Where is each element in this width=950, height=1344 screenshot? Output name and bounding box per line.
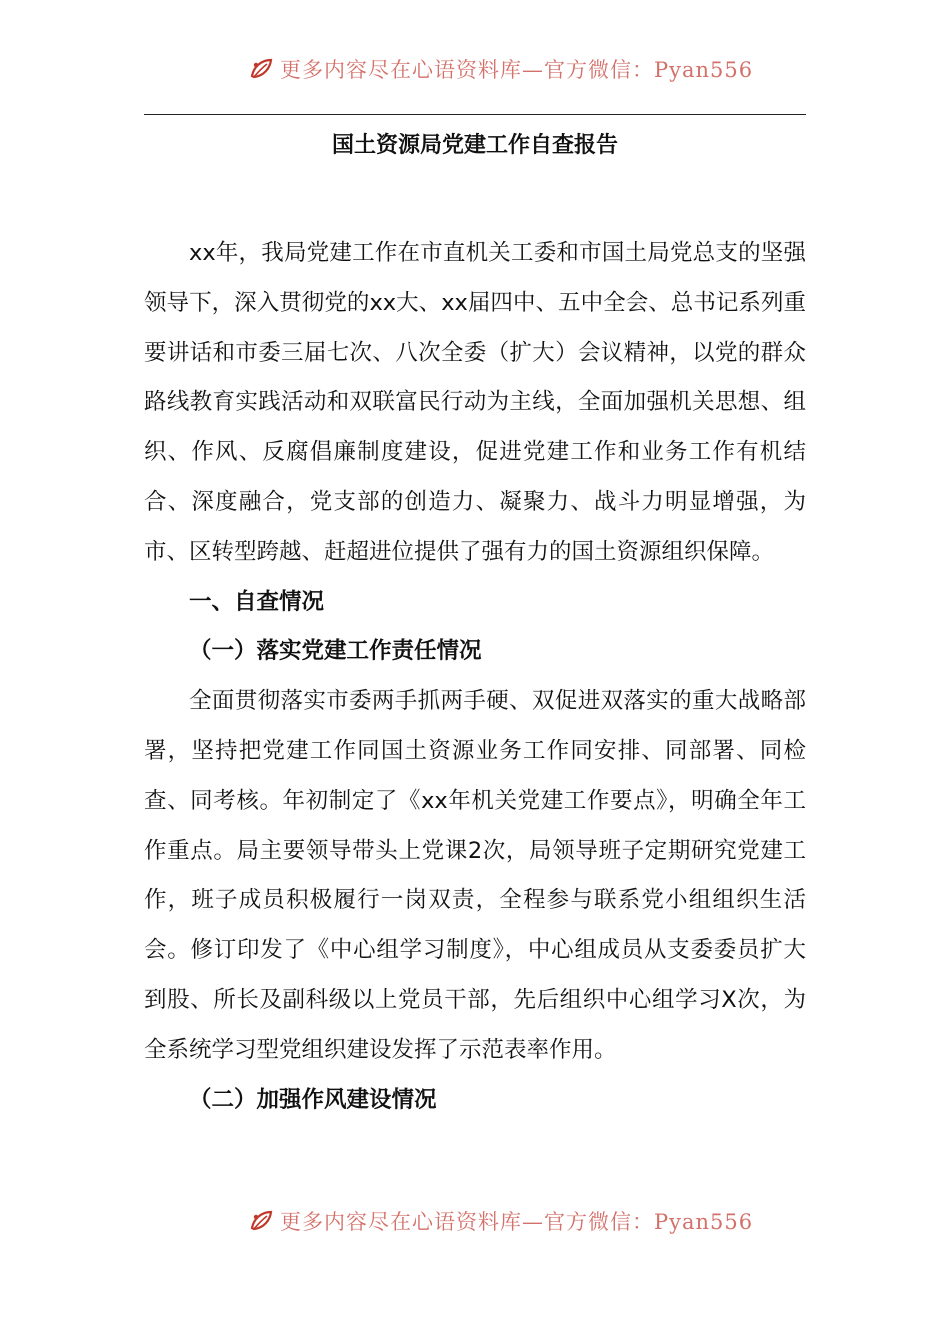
watermark-text: 更多内容尽在心语资料库—官方微信：Pyan556 bbox=[280, 58, 754, 82]
leaf-logo-icon bbox=[248, 58, 274, 82]
footer-watermark bbox=[0, 1210, 950, 1236]
header-watermark bbox=[0, 58, 950, 84]
document-body bbox=[144, 229, 806, 1125]
subsection-heading: （一）落实党建工作责任情况 bbox=[189, 638, 482, 665]
body-paragraph: xx年，我局党建工作在市直机关工委和市国土局党总支的坚强领导下，深入贯彻党的xx大、xx届四中、五中全会、总书记系列重要讲话和市委三届七次、八次全委（扩大）会议精神，以党的群众路线教育实践活动和双联富民行动为主线，全面加强机关思想、组织、作风、反腐倡廉制度建设，促进党建工作和业务工作有机结合、深度融合，党支部的创造力、凝聚力、战斗力明显增强，为市、区转型跨越、赶超进位提供了强有力的国土资源组织保障。 bbox=[144, 240, 806, 565]
subsection-heading: （二）加强作风建设情况 bbox=[189, 1086, 437, 1113]
leaf-logo-icon bbox=[248, 1210, 274, 1234]
body-paragraph: 全面贯彻落实市委两手抓两手硬、双促进双落实的重大战略部署，坚持把党建工作同国土资源业务工作同安排、同部署、同检查、同考核。年初制定了《xx年机关党建工作要点》，明确全年工作重点。局主要领导带头上党课2次，局领导班子定期研究党建工作，班子成员积极履行一岗双责，全程参与联系党小组组织生活会。修订印发了《中心组学习制度》，中心组成员从支委委员扩大到股、所长及副科级以上党员干部，先后组织中心组学习X次，为全系统学习型党组织建设发挥了示范表率作用。 bbox=[144, 688, 806, 1063]
header-rule bbox=[144, 114, 806, 115]
document-title: 国土资源局党建工作自查报告 bbox=[331, 133, 618, 158]
section-heading: 一、自查情况 bbox=[189, 588, 325, 615]
watermark-text: 更多内容尽在心语资料库—官方微信：Pyan556 bbox=[280, 1210, 754, 1234]
